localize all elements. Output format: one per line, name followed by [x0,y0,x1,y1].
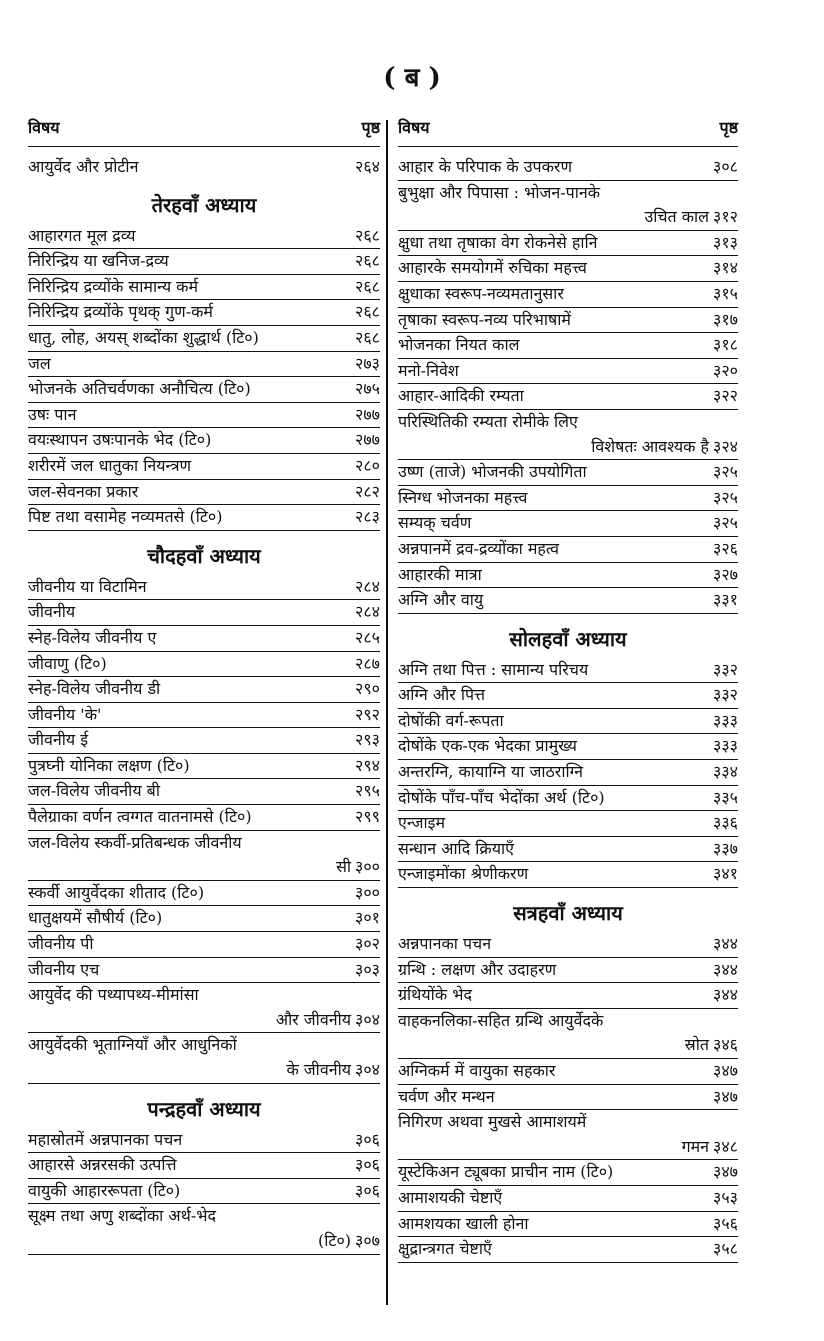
entry-page-number: ३२४ [713,436,738,456]
entry-page-number: ३१७ [713,309,738,329]
toc-entry [398,1009,738,1034]
toc-entry [398,231,738,257]
entry-title: अन्नपानका पचन [398,934,492,954]
toc-entry [28,1008,380,1034]
page-header: पृष्ठ [361,118,380,137]
entry-page-number: ३०४ [355,1009,380,1029]
entry-page-number: २७७ [355,430,380,450]
toc-entry [28,300,380,326]
toc-entry [398,359,738,385]
entry-title: जीवनीय ई [28,730,89,750]
toc-list [28,1128,380,1255]
entry-page-number: ३५६ [713,1213,738,1233]
toc-entry [28,600,380,626]
entry-page-number: ३४४ [713,959,738,979]
entry-title: एन्जाइमोंका श्रेणीकरण [398,864,529,884]
toc-list [28,575,380,1084]
entry-title: निरिन्द्रिय द्रव्योंके सामान्य कर्म [28,276,199,296]
toc-entry [28,249,380,275]
toc-entry [28,881,380,907]
entry-title: वायुकी आहाररूपता (टि०) [28,1180,181,1200]
entry-title: निरिन्द्रिय या खनिज-द्रव्य [28,251,169,271]
entry-title: आमशयका खाली होना [398,1213,529,1233]
entry-page-number: ३२५ [713,487,738,507]
entry-page-number: ३०७ [355,1230,380,1250]
toc-entry [28,805,380,831]
entry-title: दोषोंके पाँच-पाँच भेदोंका अर्थ (टि०) [398,787,605,807]
entry-title: बुभुक्षा और पिपासा : भोजन-पानके [398,182,601,202]
toc-entry [28,1204,380,1229]
entry-page-number: ३०८ [713,157,738,176]
toc-entry [398,683,738,709]
entry-title: अन्नपानमें द्रव-द्रव्योंका महत्व [398,538,560,558]
toc-entry [398,486,738,512]
toc-entry [28,505,380,531]
right-column [398,116,738,1263]
entry-page-number: ३०० [355,857,380,877]
entry-page-number: ३१२ [713,207,738,227]
left-column-header [28,116,380,147]
entry-title: पुत्रघ्नी योनिका लक्षण (टि०) [28,755,190,775]
toc-entry [28,575,380,601]
toc-entry [28,1033,380,1058]
entry-page-number: ३१४ [713,258,738,278]
entry-title: स्नेह-विलेय जीवनीय ए [28,627,157,647]
entry-page-number: ३०२ [355,934,380,954]
toc-entry [398,932,738,958]
toc-entry [398,511,738,537]
entry-title: वाहकनलिका-सहित ग्रन्थि आयुर्वेदके [398,1010,604,1030]
toc-entry [28,454,380,480]
entry-title: अग्निकर्म में वायुका सहकार [398,1061,556,1080]
entry-title: एन्जाइम [398,813,446,833]
entry-page-number: ३३१ [713,590,738,610]
page-header: पृष्ठ [719,118,738,137]
entry-page-number: २८५ [355,627,380,647]
entry-title: जीवनीय [28,602,76,622]
entry-page-number: २९२ [355,704,380,724]
entry-title: सन्धान आदि क्रियाएँ [398,838,514,858]
entry-page-number: २८७ [355,653,380,673]
entry-title: सी [336,857,352,877]
entry-page-number: २६८ [355,302,380,322]
toc-entry [398,786,738,812]
entry-page-number: ३२७ [713,564,738,584]
toc-entry [28,958,380,984]
entry-page-number: ३२५ [713,462,738,482]
entry-title: पिष्ट तथा वसामेह नव्यमतसे (टि०) [28,507,223,527]
entry-title: तृषाका स्वरूप-नव्य परिभाषामें [398,309,571,329]
entry-title: जल-विलेय जीवनीय बी [28,781,160,801]
toc-entry [398,256,738,282]
entry-title: अग्नि तथा पित्त : सामान्य परिचय [398,659,589,679]
toc-entry [398,1160,738,1186]
entry-page-number: ३४१ [713,864,738,884]
toc-entry [28,754,380,780]
chapter-17-heading: सत्रहवाँ अध्याय [513,901,623,926]
chapter-16-heading: सोलहवाँ अध्याय [509,626,627,651]
toc-entry [28,728,380,754]
entry-title: यूस्टेकिअन ट्यूबका प्राचीन नाम (टि०) [398,1162,614,1182]
toc-entry [398,410,738,435]
entry-title: धातुक्षयमें सौषीर्य (टि०) [28,908,163,928]
entry-page-number: २९४ [355,755,380,775]
entry-page-number: ३३४ [713,762,738,782]
toc-entry [398,658,738,684]
entry-title: शरीरमें जल धातुका नियन्त्रण [28,455,192,475]
entry-page-number: ३०४ [355,1060,380,1079]
entry-title: अग्नि और वायु [398,590,484,610]
entry-title: आहारकी मात्रा [398,564,482,584]
toc-entry [28,224,380,250]
entry-title: के जीवनीय [286,1060,352,1079]
entry-title: पैलेग्राका वर्णन त्वग्गत वातनामसे (टि०) [28,807,252,827]
entry-page-number: ३२२ [713,386,738,406]
entry-title: जल-विलेय स्कर्वी-प्रतिबन्धक जीवनीय [28,832,242,852]
entry-page-number: ३५३ [713,1187,738,1207]
entry-page-number: ३०३ [355,959,380,979]
entry-title: दोषोंकी वर्ग-रूपता [398,710,504,730]
toc-entry [28,377,380,403]
toc-list [28,224,380,531]
toc-entry [398,862,738,888]
toc-entry [28,352,380,378]
entry-page-number: ३४४ [713,934,738,954]
toc-entry [28,906,380,932]
entry-page-number: ३४७ [713,1061,738,1080]
entry-page-number: ३०६ [355,1180,380,1200]
left-column [28,116,380,1255]
entry-title: उषः पान [28,404,77,424]
entry-page-number: ३३२ [713,659,738,679]
subject-header: विषय [398,118,430,137]
toc-entry [28,155,380,180]
toc-entry [398,1212,738,1238]
toc-entry [28,1058,380,1084]
entry-page-number: २६८ [355,225,380,245]
entry-page-number: २८० [355,455,380,475]
toc-entry [398,1186,738,1212]
entry-title: ग्रंथियोंके भेद [398,985,472,1005]
toc-entry [398,1237,738,1263]
toc-list [398,932,738,1263]
entry-title: क्षुधा तथा तृषाका वेग रोकनेसे हानि [398,232,598,252]
entry-page-number: २७३ [355,353,380,373]
toc-entry [398,958,738,984]
toc-entry [398,1085,738,1111]
toc-entry [398,588,738,614]
toc-entry [398,760,738,786]
entry-title: निरिन्द्रिय द्रव्योंके पृथक् गुण-कर्म [28,302,213,322]
entry-title: भोजनके अतिचर्वणका अनौचित्य (टि०) [28,379,251,399]
entry-title: आयुर्वेद की पथ्यापथ्य-मीमांसा [28,985,199,1005]
entry-title: दोषोंके एक-एक भेदका प्रामुख्य [398,736,577,756]
toc-entry [398,563,738,589]
chapter-15-heading: पन्द्रहवाँ अध्याय [147,1096,261,1121]
toc-entry [398,155,738,181]
toc-entry [398,983,738,1009]
entry-title: उष्ण (ताजे) भोजनकी उपयोगिता [398,462,587,482]
entry-page-number: २९३ [355,730,380,750]
entry-page-number: २६८ [355,276,380,296]
toc-entry [28,1128,380,1154]
entry-page-number: ३४४ [713,985,738,1005]
toc-entry [28,652,380,678]
toc-entry [398,1059,738,1085]
entry-page-number: ३४७ [713,1162,738,1182]
entry-page-number: २८३ [355,507,380,527]
entry-title: क्षुद्रान्त्रगत चेष्टाएँ [398,1239,492,1259]
entry-title: आमाशयकी चेष्टाएँ [398,1187,503,1207]
entry-page-number: ३१८ [713,335,738,355]
entry-title: महास्रोतमें अन्नपानका पचन [28,1129,183,1149]
entry-title: अग्नि और पित्त [398,685,486,705]
entry-title: आयुर्वेद और प्रोटीन [28,157,139,176]
entry-title: गमन [681,1136,710,1156]
toc-entry [398,435,738,461]
toc-entry [28,1229,380,1255]
entry-title: अन्तरग्नि, कायाग्नि या जाठराग्नि [398,762,584,782]
entry-page-number: ३३३ [713,736,738,756]
chapter-13-heading: तेरहवाँ अध्याय [151,192,257,217]
toc-entry [398,282,738,308]
entry-title: उचित काल [644,207,710,227]
toc-entry [398,537,738,563]
toc-entry [398,811,738,837]
toc-entry [398,734,738,760]
entry-title: क्षुधाका स्वरूप-नव्यमतानुसार [398,283,564,303]
entry-title: आहारगत मूल द्रव्य [28,225,136,245]
entry-page-number: ३५८ [713,1239,738,1259]
toc-entry [398,1110,738,1135]
entry-page-number: २८४ [355,576,380,596]
entry-page-number: २९९ [355,807,380,827]
entry-page-number: २७७ [355,404,380,424]
subject-header: विषय [28,118,60,137]
toc-entry [28,403,380,429]
entry-page-number: ३३७ [713,838,738,858]
entry-page-number: ३४८ [713,1136,738,1156]
toc-list [398,658,738,888]
entry-page-number: ३२६ [713,538,738,558]
entry-page-number: ३३६ [713,813,738,833]
toc-entry [28,983,380,1008]
entry-page-number: ३३५ [713,787,738,807]
entry-title: और जीवनीय [275,1009,352,1029]
entry-page-number: ३४७ [713,1086,738,1106]
entry-title: आहार के परिपाक के उपकरण [398,157,573,176]
entry-title: आहारके समयोगमें रुचिका महत्त्व [398,258,587,278]
page-number: ( ब ) [383,63,441,93]
toc-entry [28,677,380,703]
toc-entry [398,837,738,863]
toc-entry [28,1153,380,1179]
toc-entry [398,709,738,735]
toc-entry [28,831,380,856]
toc-entry [398,205,738,231]
entry-title: वयःस्थापन उषःपानके भेद (टि०) [28,430,212,450]
chapter-14-heading: चौदहवाँ अध्याय [147,543,261,568]
entry-title: जीवनीय या विटामिन [28,576,147,596]
entry-page-number: ३३३ [713,710,738,730]
entry-page-number: २६४ [355,157,380,176]
entry-title: (टि०) [318,1230,352,1250]
entry-title: धातु, लोह, अयस् शब्दोंका शुद्धार्थ (टि०) [28,327,259,347]
entry-title: सम्यक् चर्वण [398,513,472,533]
toc-entry [28,428,380,454]
entry-title: सूक्ष्म तथा अणु शब्दोंका अर्थ-भेद [28,1206,217,1226]
entry-page-number: २७५ [355,379,380,399]
entry-page-number: ३३२ [713,685,738,705]
toc-entry [398,333,738,359]
column-divider [386,120,388,1305]
entry-page-number: ३१३ [713,232,738,252]
entry-title: भोजनका नियत काल [398,335,520,355]
entry-page-number: २६८ [355,251,380,271]
toc-entry [28,1179,380,1205]
entry-page-number: ३०१ [355,908,380,928]
entry-page-number: ३०० [355,882,380,902]
toc-entry [28,855,380,881]
entry-title: जीवाणु (टि०) [28,653,107,673]
toc-entry [28,480,380,506]
entry-title: चर्वण और मन्थन [398,1086,495,1106]
entry-title: परिस्थितिकी रम्यता रोमीके लिए [398,411,578,431]
entry-page-number: ३०६ [355,1155,380,1175]
entry-page-number: ३२५ [713,513,738,533]
entry-page-number: ३०६ [355,1129,380,1149]
entry-page-number: ३१५ [713,283,738,303]
entry-title: स्रोत [684,1035,710,1055]
toc-entry [28,779,380,805]
entry-title: जीवनीय एच [28,959,100,979]
right-column-header [398,116,738,147]
entry-title: जीवनीय पी [28,934,94,954]
toc-entry [28,326,380,352]
entry-title: स्निग्ध भोजनका महत्त्व [398,487,528,507]
entry-page-number: २९५ [355,781,380,801]
entry-page-number: ३२० [713,360,738,380]
entry-title: ग्रन्थि : लक्षण और उदाहरण [398,959,557,979]
toc-entry [398,460,738,486]
entry-title: आयुर्वेदकी भूताग्नियाँ और आधुनिकों [28,1035,237,1055]
toc-entry [398,181,738,206]
toc-entry [398,384,738,410]
entry-title: जल [28,353,51,373]
toc-entry [398,308,738,334]
entry-page-number: २८२ [355,481,380,501]
toc-entry [28,703,380,729]
entry-page-number: २८४ [355,602,380,622]
toc-entry [28,932,380,958]
entry-title: मनो-निवेश [398,360,459,380]
entry-page-number: २९० [355,679,380,699]
entry-title: जल-सेवनका प्रकार [28,481,139,501]
entry-title: विशेषतः आवश्यक है [591,436,710,456]
toc-list [28,155,380,180]
entry-title: जीवनीय 'के' [28,704,102,724]
entry-page-number: २६८ [355,327,380,347]
toc-entry [28,275,380,301]
entry-page-number: ३४६ [713,1035,738,1055]
entry-title: निगिरण अथवा मुखसे आमाशयमें [398,1112,587,1132]
toc-entry [398,1135,738,1161]
toc-entry [398,1033,738,1059]
toc-entry [28,626,380,652]
entry-title: स्नेह-विलेय जीवनीय डी [28,679,161,699]
entry-title: आहार-आदिकी रम्यता [398,386,524,406]
entry-title: आहारसे अन्नरसकी उत्पत्ति [28,1155,177,1175]
entry-title: स्कर्वी आयुर्वेदका शीताद (टि०) [28,882,205,902]
toc-list [398,155,738,614]
